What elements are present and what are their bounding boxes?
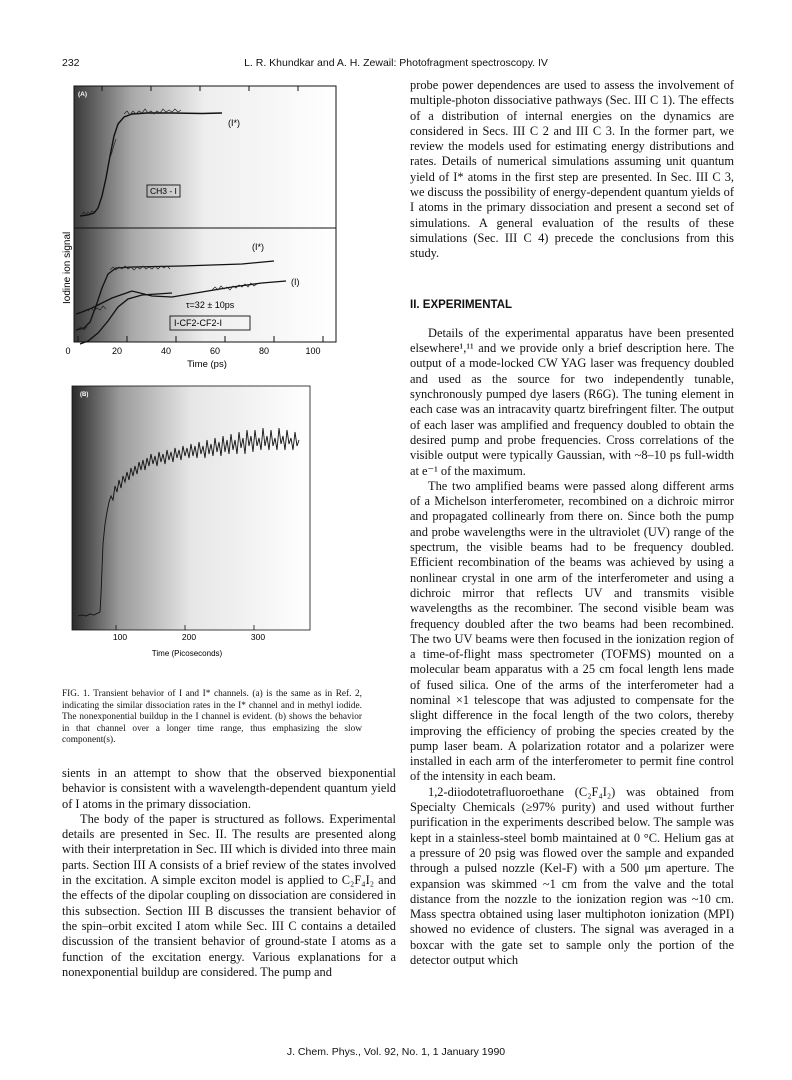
molecule-label-ch3i: CH3 - I: [150, 186, 177, 196]
figure-caption: FIG. 1. Transient behavior of I and I* channels. (a) is the same as in Ref. 2, indicating the similar dissociation rates in the I* channel and in methyl iodide. The nonexponential buildup in the I channel is evident. (b) shows the behavior in that channel over a longer time range, thus emphasizing the slow component(s).: [62, 689, 362, 746]
right-column: [410, 78, 734, 968]
page-footer: J. Chem. Phys., Vol. 92, No. 1, 1 January 1990: [286, 1046, 506, 1058]
x-tick-80: 80: [258, 346, 270, 356]
x-axis-label-a: Time (ps): [187, 359, 227, 370]
figure-b: [62, 384, 372, 664]
right-paragraph-4: 1,2-diiodotetrafluoroethane (C₂F₄I₂) was obtained from Specialty Chemicals (≥97% purity) and used without further purification in the experiments described below. The sample was kept in a stainless-steel bomb maintained at 0 °C. Helium gas at a pressure of 20 psig was flowed over the sample and expanded through a pulsed nozzle (Kel-F) with a 500 μm aperture. The expansion was skimmed ~1 cm from the valve and the total distance from the nozzle to the ionization region was ~10 cm. Mass spectra obtained using laser multiphoton ionization (MPI) showed no evidence of clusters. The signal was averaged in a boxcar with the gate set to sample only the portion of the detector output which: [410, 784, 734, 968]
x-tick-100: 100: [305, 346, 321, 356]
x-tick-60: 60: [209, 346, 221, 356]
right-paragraph-3: The two amplified beams were passed along different arms of a Michelson interferometer, recombined on a dichroic mirror and propagated collinearly from there on. Since both the pump and probe wavelengths were in the ultraviolet (UV) range of the spectrum, the visible beams had to be frequency doubled. Efficient recombination of the beams was achieved by using a nonlinear crystal in one arm of the interferometer and using a dichroic mirror that reflects UV and transmits visible wavelengths as the recombiner. The second visible beam was frequency doubled after the two beams had been recombined. The two UV beams were then focused in the ionization region of a time-of-flight mass spectrometer (TOFMS) mounted on a molecular beam apparatus with a 25 cm focal length lens made of fused silica. One of the arms of the interferometer had a nominal ×1 telescope that was adjusted to compensate for the slight difference in the focal length of the two colors, thereby improving the efficiency of probing the species created by the pump laser beam. A polarization rotator and a polarizer were installed in each arm of the interferometer to permit fine control of the intensity in each beam.: [410, 478, 734, 784]
x-tick-0: 0: [65, 346, 71, 356]
running-title: L. R. Khundkar and A. H. Zewail: Photofragment spectroscopy. IV: [244, 57, 548, 69]
channel-label-istar-bottom: (I*): [252, 242, 264, 252]
x-tick-b-300: 300: [250, 632, 266, 642]
left-paragraph-2: The body of the paper is structured as follows. Experimental details are presented in Sec. II. The results are presented along with their interpretation in Sec. III which is divided into three main parts. Section III A consists of a brief review of the states involved in the excitation. A simple exciton model is applied to C₂F₄I₂ and the effects of the dipolar coupling on dissociation are considered in this subsection. Section III B discusses the transient behavior of the spin–orbit excited I atom while Sec. III C contains a detailed discussion of the transient behavior of ground-state I atoms as a function of the excitation energy. Various explanations for a nonexponential buildup are considered. The pump and: [62, 811, 396, 979]
y-axis-label: Iodine ion signal: [62, 231, 73, 304]
x-tick-b-100: 100: [112, 632, 128, 642]
channel-label-i: (I): [291, 277, 300, 287]
panel-label-b: (B): [80, 392, 89, 398]
section-heading: II. EXPERIMENTAL: [410, 298, 513, 311]
left-paragraph-1: sients in an attempt to show that the observed biexponential behavior is consistent with a wavelength-dependent quantum yield of I atoms in the primary dissociation.: [62, 766, 396, 811]
figure-a: [62, 84, 362, 374]
right-paragraph-2: Details of the experimental apparatus have been presented elsewhere¹,¹¹ and we provide only a brief description here. The output of a mode-locked CW YAG laser was frequency doubled and used as the source for two independently tunable, synchronously pumped dye lasers (R6G). The tuning element in each case was an intracavity quartz birefringent filter. The output of each laser was amplified and frequency doubled to obtain the desired pump and probe frequencies. Cross correlations of the visible output were typically Gaussian, with ~8–10 ps full-width at e⁻¹ of the maximum.: [410, 325, 734, 478]
right-paragraph-1: probe power dependences are used to assess the involvement of multiple-photon dissociative pathways (Sec. III C 1). The effects of a distribution of internal energies on the dynamics are considered in Secs. III C 2 and III C 3. In the former part, we review the models used for estimating energy distributions and rates. Details of numerical simulations assuming unit quantum yield of I* atoms in the first step are presented. In Sec. III C 3, we discuss the possibility of energy-dependent quantum yields of I atoms in the primary dissociation and present a second set of simulations. A general evaluation of the results of these simulations (Sec. III C 4) precede the conclusions from this study.: [410, 78, 734, 261]
x-axis-label-b: Time (Picoseconds): [151, 649, 223, 658]
channel-label-istar-top: (I*): [228, 118, 240, 128]
x-tick-20: 20: [111, 346, 123, 356]
tau-label: τ=32 ± 10ps: [186, 300, 235, 310]
x-tick-b-200: 200: [181, 632, 197, 642]
x-tick-40: 40: [160, 346, 172, 356]
left-column: [62, 766, 396, 980]
panel-label-a: (A): [78, 91, 88, 98]
molecule-label-c2f4i2: I-CF2-CF2-I: [174, 318, 222, 328]
page-number: 232: [62, 57, 80, 69]
